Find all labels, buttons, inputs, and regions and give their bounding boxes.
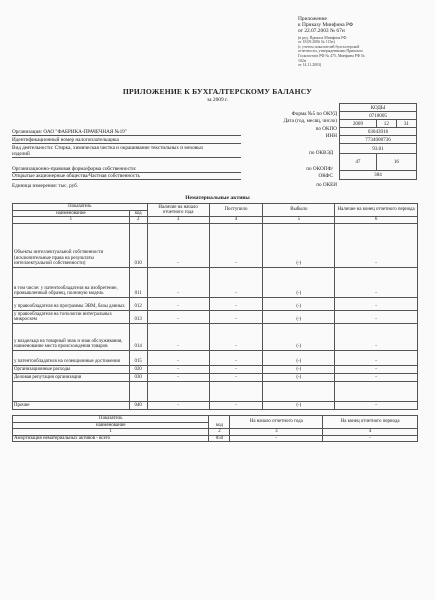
col-number: 6	[335, 217, 418, 224]
t2-end-header: На конец отчетного периода	[323, 416, 418, 429]
activity-type-cont: изделий	[12, 151, 241, 158]
form-header	[298, 16, 423, 68]
row-value: (-)	[263, 323, 335, 350]
col-number: 5	[263, 217, 335, 224]
row-value: (-)	[263, 350, 335, 365]
table-row	[13, 297, 418, 310]
row-value: -	[147, 267, 209, 297]
header-note: 102н	[298, 58, 306, 63]
row-name	[13, 381, 130, 401]
row-value: -	[335, 323, 418, 350]
table-row	[13, 310, 418, 323]
row-value: -	[209, 323, 263, 350]
legal-form-label: Организационно-правовая форма/форма собственности:	[12, 166, 241, 173]
date-month: 12	[376, 120, 396, 128]
row-value: -	[147, 401, 209, 409]
row-value: -	[335, 365, 418, 373]
row-value: (-)	[263, 365, 335, 373]
okpo-value: 03043916	[340, 128, 417, 136]
codes-header: КОДЫ	[340, 104, 417, 112]
legal-form-value: Открытые акционерные общества/Частная собственность	[12, 173, 241, 180]
t2-col-number: 3	[230, 429, 323, 436]
row-value	[209, 381, 263, 401]
row-name: у правообладателя на топологии интегральных микросхем	[13, 310, 130, 323]
row-value	[335, 381, 418, 401]
header-note: отчетности, утвержденными Приказом	[298, 49, 363, 54]
row-value: -	[147, 297, 209, 310]
okud-label: Форма №5 по ОКУД	[291, 111, 337, 117]
col-start-header: Наличие на начало отчетного года	[147, 204, 209, 217]
row-name: у патентообладателя на селекционные достижения	[13, 350, 130, 365]
t2-code-header: код	[209, 416, 230, 429]
col-indicator-header: Показатель	[13, 204, 148, 211]
t2-name-header: наименование	[13, 422, 209, 429]
header-notes	[298, 36, 423, 68]
header-note: от 18.09.2006 № 115н)	[298, 40, 335, 45]
row-code	[129, 381, 147, 401]
okfs-value: 16	[376, 154, 416, 171]
okei-label: по ОКЕИ	[316, 182, 337, 188]
col-number: 2	[129, 217, 147, 224]
table-row	[13, 365, 418, 373]
col-number: 1	[13, 217, 130, 224]
row-code: 010	[129, 223, 147, 267]
row-value: -	[335, 373, 418, 381]
page-title: ПРИЛОЖЕНИЕ К БУХГАЛТЕРСКОМУ БАЛАНСУ	[122, 87, 313, 96]
row-code: 030	[129, 373, 147, 381]
table-row	[13, 350, 418, 365]
row-value: -	[335, 310, 418, 323]
row-code: 014	[129, 323, 147, 350]
codes-box	[339, 103, 417, 180]
col-end-header: Наличие на конец отчетного периода	[335, 204, 418, 217]
row-code: 012	[129, 297, 147, 310]
okei-value: 384	[340, 171, 417, 179]
row-value: -	[335, 297, 418, 310]
row-name: Амортизация нематериальных активов - всего	[13, 435, 209, 442]
t2-col-number: 1	[13, 429, 209, 436]
row-name: Деловая репутация организации	[13, 373, 130, 381]
row-value: -	[147, 350, 209, 365]
row-value: -	[335, 267, 418, 297]
row-value: -	[209, 267, 263, 297]
header-line3: от 22.07.2003 № 67н	[298, 28, 345, 35]
row-code: 011	[129, 267, 147, 297]
row-value: -	[209, 373, 263, 381]
row-name: Объекты интеллектуальной собственности (исключительные права на результаты интеллектуальной собственности)	[13, 223, 130, 267]
date-day: 31	[396, 120, 416, 128]
section-title: Нематериальные активы	[185, 195, 250, 201]
row-value	[147, 381, 209, 401]
taxpayer-id-label: Идентификационный номер налогоплательщика	[12, 137, 241, 144]
row-value: -	[209, 350, 263, 365]
t2-start-header: На начало отчетного года	[230, 416, 323, 429]
table-row	[13, 401, 418, 409]
t2-col-number: 2	[209, 429, 230, 436]
row-code: 050	[209, 435, 230, 442]
row-name: в том числе: у патентообладателя на изобретение, промышленный образец, полезную модель	[13, 267, 130, 297]
row-name: Прочие	[13, 401, 130, 409]
col-name-header: наименование	[13, 210, 130, 217]
okopf-value: 47	[340, 154, 377, 171]
header-line2: к Приказу Минфина РФ	[298, 22, 354, 29]
row-value: (-)	[263, 297, 335, 310]
row-code: 013	[129, 310, 147, 323]
row-value: -	[147, 365, 209, 373]
report-period: за 2009 г.	[207, 97, 228, 103]
t2-indicator-header: Показатель	[13, 416, 209, 423]
okopf-label: по ОКОПФ/	[306, 166, 333, 172]
row-value	[263, 381, 335, 401]
t2-col-number: 4	[323, 429, 418, 436]
row-value: -	[209, 365, 263, 373]
table-row	[13, 373, 418, 381]
header-line1: Приложение	[298, 16, 327, 22]
row-value: -	[335, 223, 418, 267]
col-number: 4	[209, 217, 263, 224]
activity-type: Вид деятельности: Стирка, химическая чистка и окрашивание текстильных и меховых	[12, 145, 204, 151]
row-code: 020	[129, 365, 147, 373]
intangible-assets-table	[12, 203, 418, 410]
row-value: (-)	[263, 310, 335, 323]
okfs-label: ОКФС	[318, 173, 333, 179]
table-row	[13, 323, 418, 350]
row-name: у владельца на товарный знак и знак обслуживания, наименование места происхождения товаров	[13, 323, 130, 350]
row-value: -	[335, 350, 418, 365]
unit-of-measure: Единица измерения: тыс. руб.	[12, 183, 79, 189]
row-value: -	[147, 323, 209, 350]
okud-value: 0710005	[340, 112, 417, 120]
col-code-header: код	[129, 210, 147, 217]
row-value: -	[323, 435, 418, 442]
row-value: -	[209, 297, 263, 310]
row-code: 040	[129, 401, 147, 409]
table-row	[13, 267, 418, 297]
okved-value: 93.01	[340, 144, 417, 154]
col-disposed-header: Выбыло	[263, 204, 335, 217]
table-row	[13, 223, 418, 267]
row-value: -	[230, 435, 323, 442]
row-value: (-)	[263, 401, 335, 409]
okpo-label: по ОКПО	[315, 126, 337, 132]
date-year: 2009	[340, 120, 377, 128]
col-received-header: Поступило	[209, 204, 263, 217]
header-note: (с учетом показателей бухгалтерской	[298, 44, 360, 49]
row-value: -	[147, 310, 209, 323]
row-value: -	[147, 223, 209, 267]
organization-name: Организация: ОАО "ФАБРИКА-ПРАЧЕЧНАЯ №19"	[12, 129, 241, 136]
table-row	[13, 381, 418, 401]
row-value: -	[209, 401, 263, 409]
inn-label: ИНН	[325, 133, 337, 139]
row-name: у правообладателя на программы ЭВМ, базы данных	[13, 297, 130, 310]
row-value: (-)	[263, 267, 335, 297]
okved-label: по ОКВЭД	[309, 150, 333, 156]
col-number: 3	[147, 217, 209, 224]
row-value: (-)	[263, 223, 335, 267]
row-value: -	[335, 401, 418, 409]
inn-value: 7734008736	[340, 136, 417, 144]
row-value: -	[209, 310, 263, 323]
row-code: 015	[129, 350, 147, 365]
header-note: от 14.11.2003)	[298, 63, 322, 68]
row-value: -	[147, 373, 209, 381]
header-note: (в ред. Приказа Минфина РФ	[298, 35, 347, 40]
date-label: Дата (год, месяц, число)	[283, 118, 337, 124]
row-value: -	[209, 223, 263, 267]
table-row	[13, 435, 418, 442]
row-value: (-)	[263, 373, 335, 381]
row-name: Организационные расходы	[13, 365, 130, 373]
header-note: Госкомстата РФ № 475, Минфина РФ №	[298, 53, 365, 58]
amortization-table	[12, 415, 418, 442]
